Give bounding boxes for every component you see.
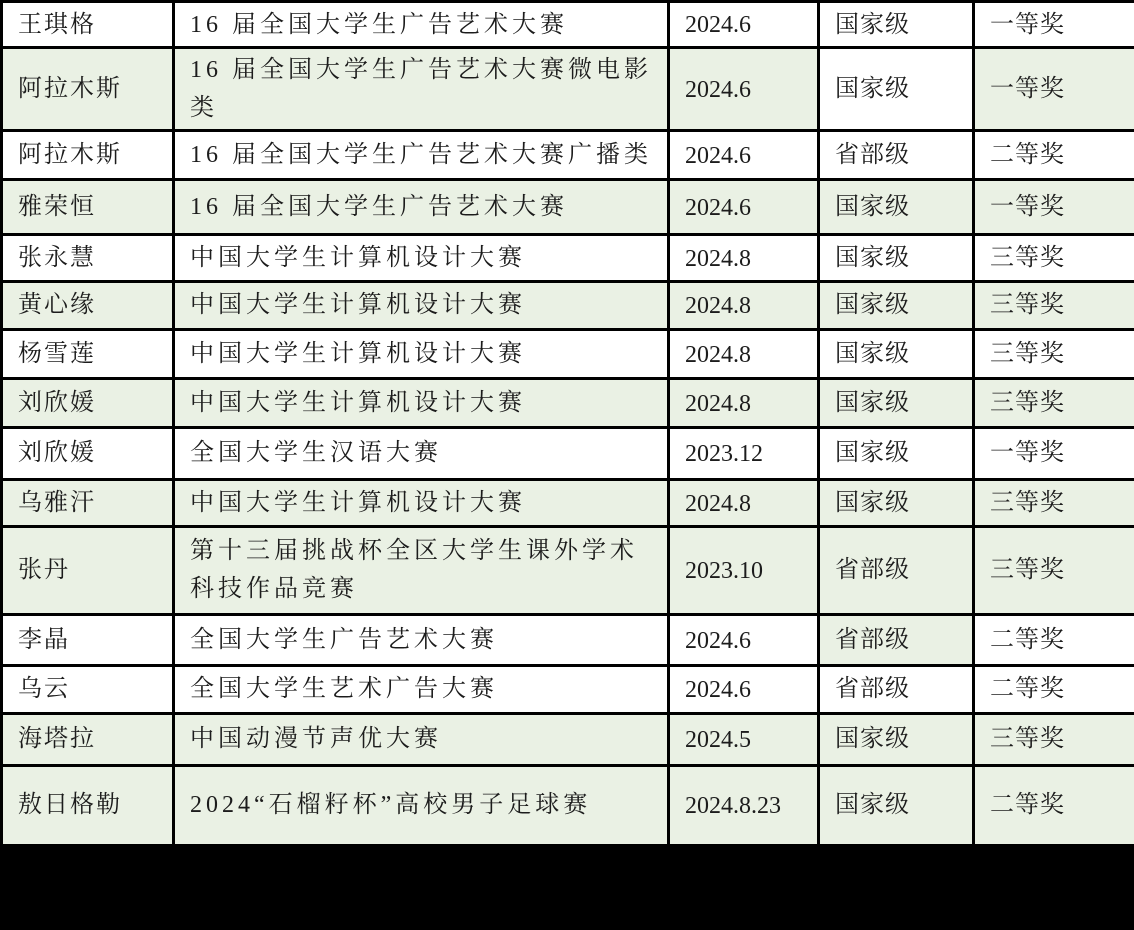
- student-name-cell-text: 刘欣媛: [18, 389, 96, 416]
- competition-name-cell: [174, 765, 669, 845]
- competition-name-cell: [174, 48, 669, 131]
- awards-table-body: [2, 2, 1134, 846]
- award-level-cell: [819, 427, 974, 479]
- student-name-cell-text: 敖日格勒: [18, 792, 122, 819]
- award-rank-cell: [974, 281, 1134, 329]
- award-rank-cell: [974, 713, 1134, 765]
- award-date-cell-text: 2024.8: [685, 293, 751, 320]
- competition-name-cell: [174, 131, 669, 180]
- award-rank-cell-text: 二等奖: [990, 792, 1065, 819]
- award-level-cell: [819, 329, 974, 378]
- award-level-cell-text: 国家级: [835, 11, 910, 38]
- table-row: [2, 614, 1134, 665]
- award-level-cell-text: 省部级: [835, 676, 910, 703]
- award-rank-cell: [974, 665, 1134, 713]
- competition-name-cell: [174, 427, 669, 479]
- award-level-cell: [819, 2, 974, 48]
- student-name-cell-text: 王琪格: [18, 11, 96, 38]
- competition-name-cell-text: 16 届全国大学生广告艺术大赛: [190, 194, 568, 221]
- award-level-cell-text: 国家级: [835, 292, 910, 319]
- student-name-cell: [2, 48, 174, 131]
- table-row: [2, 378, 1134, 427]
- award-date-cell-text: 2024.5: [685, 727, 751, 754]
- award-date-cell: [669, 2, 819, 48]
- award-date-cell-text: 2023.10: [685, 558, 763, 585]
- table-row: [2, 713, 1134, 765]
- award-level-cell: [819, 713, 974, 765]
- competition-name-cell-text: 中国大学生计算机设计大赛: [190, 340, 526, 367]
- award-level-cell: [819, 765, 974, 845]
- award-rank-cell: [974, 131, 1134, 180]
- award-rank-cell-text: 一等奖: [990, 76, 1065, 103]
- competition-name-cell-text: 16 届全国大学生广告艺术大赛微电影类: [190, 57, 652, 122]
- award-rank-cell: [974, 427, 1134, 479]
- competition-name-cell-text: 2024“石榴籽杯”高校男子足球赛: [190, 792, 592, 819]
- award-rank-cell-text: 一等奖: [990, 194, 1065, 221]
- award-date-cell: [669, 765, 819, 845]
- award-date-cell: [669, 378, 819, 427]
- student-name-cell-text: 雅荣恒: [18, 194, 96, 221]
- competition-name-cell-text: 中国大学生计算机设计大赛: [190, 389, 526, 416]
- student-name-cell: [2, 765, 174, 845]
- award-level-cell: [819, 526, 974, 614]
- student-name-cell-text: 阿拉木斯: [18, 76, 122, 103]
- award-level-cell-text: 国家级: [835, 726, 910, 753]
- student-name-cell: [2, 281, 174, 329]
- student-name-cell-text: 杨雪莲: [18, 340, 96, 367]
- competition-name-cell: [174, 329, 669, 378]
- competition-name-cell: [174, 281, 669, 329]
- award-date-cell-text: 2024.8: [685, 341, 751, 368]
- competition-name-cell-text: 中国大学生计算机设计大赛: [190, 489, 526, 516]
- competition-name-cell: [174, 479, 669, 526]
- award-date-cell: [669, 235, 819, 281]
- table-row: [2, 427, 1134, 479]
- award-level-cell: [819, 131, 974, 180]
- student-name-cell-text: 乌雅汗: [18, 489, 96, 516]
- award-date-cell-text: 2024.8: [685, 490, 751, 517]
- award-date-cell-text: 2024.8.23: [685, 793, 781, 820]
- award-date-cell: [669, 665, 819, 713]
- award-level-cell: [819, 378, 974, 427]
- award-rank-cell: [974, 614, 1134, 665]
- student-name-cell: [2, 665, 174, 713]
- student-name-cell-text: 阿拉木斯: [18, 142, 122, 169]
- award-rank-cell-text: 三等奖: [990, 557, 1065, 584]
- award-date-cell: [669, 329, 819, 378]
- table-row: [2, 665, 1134, 713]
- award-date-cell: [669, 427, 819, 479]
- award-rank-cell-text: 二等奖: [990, 676, 1065, 703]
- award-level-cell-text: 省部级: [835, 557, 910, 584]
- award-rank-cell-text: 三等奖: [990, 389, 1065, 416]
- student-name-cell: [2, 131, 174, 180]
- award-level-cell: [819, 665, 974, 713]
- award-rank-cell-text: 一等奖: [990, 11, 1065, 38]
- award-rank-cell-text: 三等奖: [990, 340, 1065, 367]
- award-date-cell: [669, 614, 819, 665]
- competition-name-cell: [174, 180, 669, 235]
- student-name-cell: [2, 427, 174, 479]
- award-rank-cell: [974, 235, 1134, 281]
- award-level-cell-text: 国家级: [835, 389, 910, 416]
- award-rank-cell: [974, 48, 1134, 131]
- student-name-cell-text: 黄心缘: [18, 292, 96, 319]
- award-level-cell-text: 国家级: [835, 245, 910, 272]
- competition-name-cell: [174, 614, 669, 665]
- competition-name-cell-text: 16 届全国大学生广告艺术大赛广播类: [190, 142, 652, 169]
- award-level-cell: [819, 180, 974, 235]
- award-date-cell: [669, 479, 819, 526]
- student-name-cell-text: 张永慧: [18, 245, 96, 272]
- award-date-cell-text: 2024.8: [685, 390, 751, 417]
- award-level-cell-text: 国家级: [835, 340, 910, 367]
- student-name-cell-text: 刘欣媛: [18, 440, 96, 467]
- competition-name-cell: [174, 713, 669, 765]
- table-row: [2, 479, 1134, 526]
- award-rank-cell: [974, 526, 1134, 614]
- competition-name-cell-text: 中国动漫节声优大赛: [190, 726, 442, 753]
- award-date-cell-text: 2024.6: [685, 195, 751, 222]
- student-name-cell: [2, 713, 174, 765]
- award-rank-cell: [974, 479, 1134, 526]
- award-date-cell-text: 2024.6: [685, 627, 751, 654]
- award-date-cell-text: 2024.6: [685, 677, 751, 704]
- award-rank-cell-text: 三等奖: [990, 292, 1065, 319]
- award-rank-cell-text: 三等奖: [990, 726, 1065, 753]
- student-name-cell-text: 李晶: [18, 626, 70, 653]
- award-date-cell-text: 2024.6: [685, 12, 751, 39]
- table-row: [2, 281, 1134, 329]
- competition-name-cell: [174, 235, 669, 281]
- award-date-cell-text: 2024.8: [685, 245, 751, 272]
- competition-name-cell-text: 16 届全国大学生广告艺术大赛: [190, 11, 568, 38]
- award-date-cell: [669, 180, 819, 235]
- award-rank-cell: [974, 329, 1134, 378]
- award-date-cell: [669, 281, 819, 329]
- award-date-cell-text: 2023.12: [685, 441, 763, 468]
- award-rank-cell-text: 三等奖: [990, 489, 1065, 516]
- award-level-cell: [819, 235, 974, 281]
- award-rank-cell-text: 三等奖: [990, 245, 1065, 272]
- award-date-cell: [669, 48, 819, 131]
- student-name-cell: [2, 614, 174, 665]
- competition-name-cell: [174, 526, 669, 614]
- award-rank-cell: [974, 765, 1134, 845]
- student-name-cell: [2, 235, 174, 281]
- award-level-cell: [819, 479, 974, 526]
- competition-name-cell-text: 全国大学生艺术广告大赛: [190, 676, 498, 703]
- award-date-cell: [669, 713, 819, 765]
- award-level-cell-text: 国家级: [835, 792, 910, 819]
- competition-name-cell-text: 第十三届挑战杯全区大学生课外学术科技作品竞赛: [190, 538, 638, 603]
- award-level-cell-text: 国家级: [835, 194, 910, 221]
- table-row: [2, 765, 1134, 845]
- award-level-cell-text: 省部级: [835, 626, 910, 653]
- award-date-cell: [669, 131, 819, 180]
- award-rank-cell-text: 二等奖: [990, 142, 1065, 169]
- student-name-cell: [2, 479, 174, 526]
- student-name-cell-text: 海塔拉: [18, 726, 96, 753]
- award-date-cell: [669, 526, 819, 614]
- student-name-cell: [2, 180, 174, 235]
- award-level-cell-text: 国家级: [835, 440, 910, 467]
- award-level-cell: [819, 614, 974, 665]
- award-level-cell: [819, 281, 974, 329]
- table-row: [2, 526, 1134, 614]
- award-level-cell-text: 国家级: [835, 489, 910, 516]
- table-row: [2, 2, 1134, 48]
- table-row: [2, 48, 1134, 131]
- competition-name-cell-text: 全国大学生汉语大赛: [190, 440, 442, 467]
- student-name-cell-text: 张丹: [18, 557, 70, 584]
- award-rank-cell: [974, 2, 1134, 48]
- competition-name-cell-text: 中国大学生计算机设计大赛: [190, 292, 526, 319]
- award-rank-cell: [974, 180, 1134, 235]
- competition-name-cell-text: 中国大学生计算机设计大赛: [190, 245, 526, 272]
- competition-name-cell: [174, 2, 669, 48]
- award-date-cell-text: 2024.6: [685, 143, 751, 170]
- award-level-cell-text: 省部级: [835, 142, 910, 169]
- table-row: [2, 329, 1134, 378]
- table-row: [2, 235, 1134, 281]
- student-name-cell: [2, 526, 174, 614]
- table-row: [2, 131, 1134, 180]
- award-level-cell-text: 国家级: [835, 76, 910, 103]
- competition-name-cell: [174, 665, 669, 713]
- student-name-cell: [2, 329, 174, 378]
- bottom-black-bar: [0, 887, 1134, 930]
- award-rank-cell-text: 一等奖: [990, 440, 1065, 467]
- student-name-cell: [2, 378, 174, 427]
- competition-name-cell-text: 全国大学生广告艺术大赛: [190, 626, 498, 653]
- competition-name-cell: [174, 378, 669, 427]
- student-name-cell-text: 乌云: [18, 676, 70, 703]
- student-name-cell: [2, 2, 174, 48]
- table-row: [2, 180, 1134, 235]
- award-level-cell: [819, 48, 974, 131]
- award-rank-cell-text: 二等奖: [990, 626, 1065, 653]
- award-date-cell-text: 2024.6: [685, 77, 751, 104]
- award-rank-cell: [974, 378, 1134, 427]
